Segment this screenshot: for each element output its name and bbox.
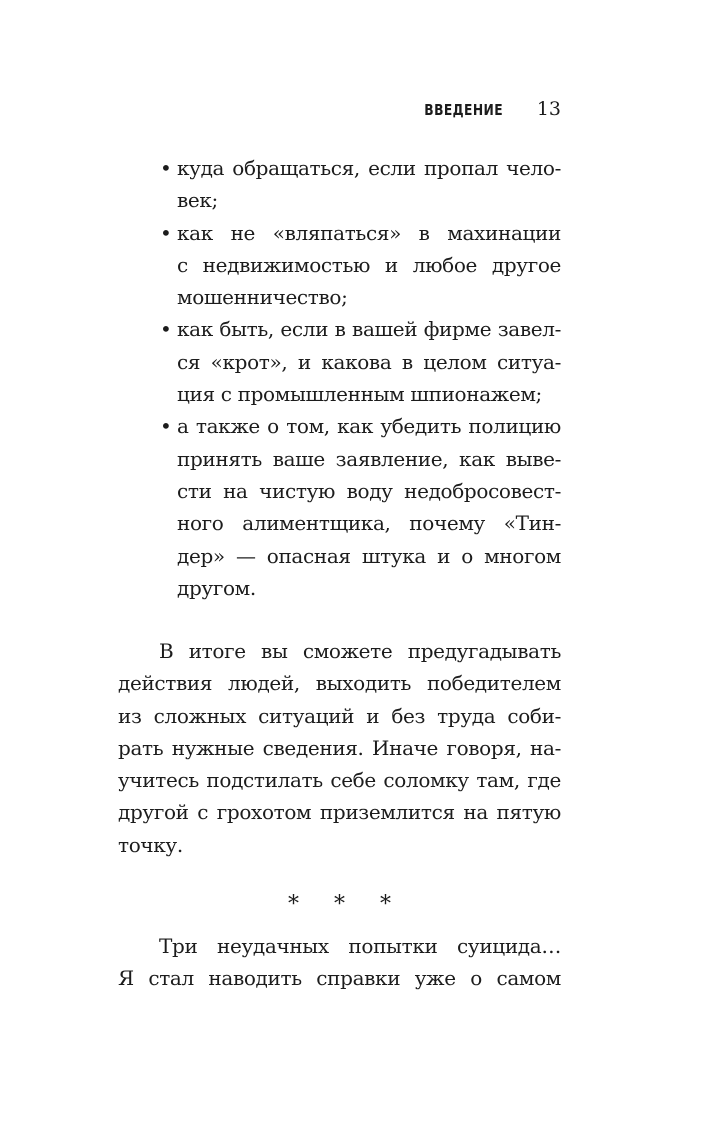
bullet-item xyxy=(118,313,561,410)
paragraph-line: рать нужные сведения. Иначе говоря, на- xyxy=(118,735,561,760)
bullet-marker: • xyxy=(160,317,172,342)
bullet-text: мошенничество; xyxy=(177,285,348,310)
bullet-line xyxy=(118,281,561,313)
bullet-text: куда обращаться, если пропал чело- xyxy=(177,156,561,180)
bullet-item xyxy=(118,152,561,217)
bullet-item xyxy=(118,410,561,604)
paragraph-line: учитесь подстилать себе соломку там, где xyxy=(118,768,561,793)
paragraph-line: Три неудачных попытки суицида… xyxy=(159,934,561,958)
bullet-line xyxy=(118,410,561,442)
bullet-text: дер» — опасная штука и о многом xyxy=(177,543,561,568)
bullet-line xyxy=(118,475,561,507)
bullet-marker: • xyxy=(160,414,172,439)
bullet-text: ция с промышленным шпионажем; xyxy=(177,382,542,407)
bullet-text: с недвижимостью и любое другое xyxy=(177,252,561,277)
bullet-line xyxy=(118,217,561,249)
paragraph-line: В итоге вы сможете предугадывать xyxy=(159,639,561,663)
bullet-line xyxy=(118,378,561,410)
paragraph-line: из сложных ситуаций и без труда соби- xyxy=(118,703,561,728)
running-header xyxy=(407,98,561,120)
bullet-text: а также о том, как убедить полицию xyxy=(177,414,561,439)
bullet-text: ного алиментщика, почему «Тин- xyxy=(177,511,561,536)
section-separator: * * * xyxy=(288,892,405,917)
bullet-line xyxy=(118,152,561,184)
bullet-line xyxy=(118,184,561,216)
bullet-marker: • xyxy=(160,220,172,245)
bullet-line xyxy=(118,249,561,281)
bullet-line xyxy=(118,443,561,475)
bullet-list xyxy=(118,152,561,604)
bullet-marker: • xyxy=(160,156,172,180)
bullet-item xyxy=(118,217,561,314)
section-title: ВВЕДЕНИЕ xyxy=(424,101,503,119)
paragraph-line: точку. xyxy=(118,832,183,857)
paragraph-line: Я стал наводить справки уже о самом xyxy=(118,966,561,991)
bullet-text: ся «крот», и какова в целом ситуа- xyxy=(177,349,561,374)
paragraph xyxy=(118,635,561,861)
bullet-text: принять ваше заявление, как выве- xyxy=(177,446,561,471)
bullet-text: как не «вляпаться» в махинации xyxy=(177,220,561,245)
bullet-line xyxy=(118,572,561,604)
bullet-line xyxy=(118,313,561,345)
paragraph xyxy=(118,930,561,995)
paragraph-line: действия людей, выходить победителем xyxy=(118,671,561,696)
bullet-line xyxy=(118,507,561,539)
bullet-text: век; xyxy=(177,188,218,213)
bullet-text: сти на чистую воду недобросовест- xyxy=(177,478,561,503)
bullet-line xyxy=(118,540,561,572)
page-number: 13 xyxy=(536,98,561,120)
paragraph-line: другой с грохотом приземлится на пятую xyxy=(118,800,561,825)
bullet-text: как быть, если в вашей фирме завел- xyxy=(177,317,561,342)
bullet-text: другом. xyxy=(177,575,256,600)
bullet-line xyxy=(118,346,561,378)
